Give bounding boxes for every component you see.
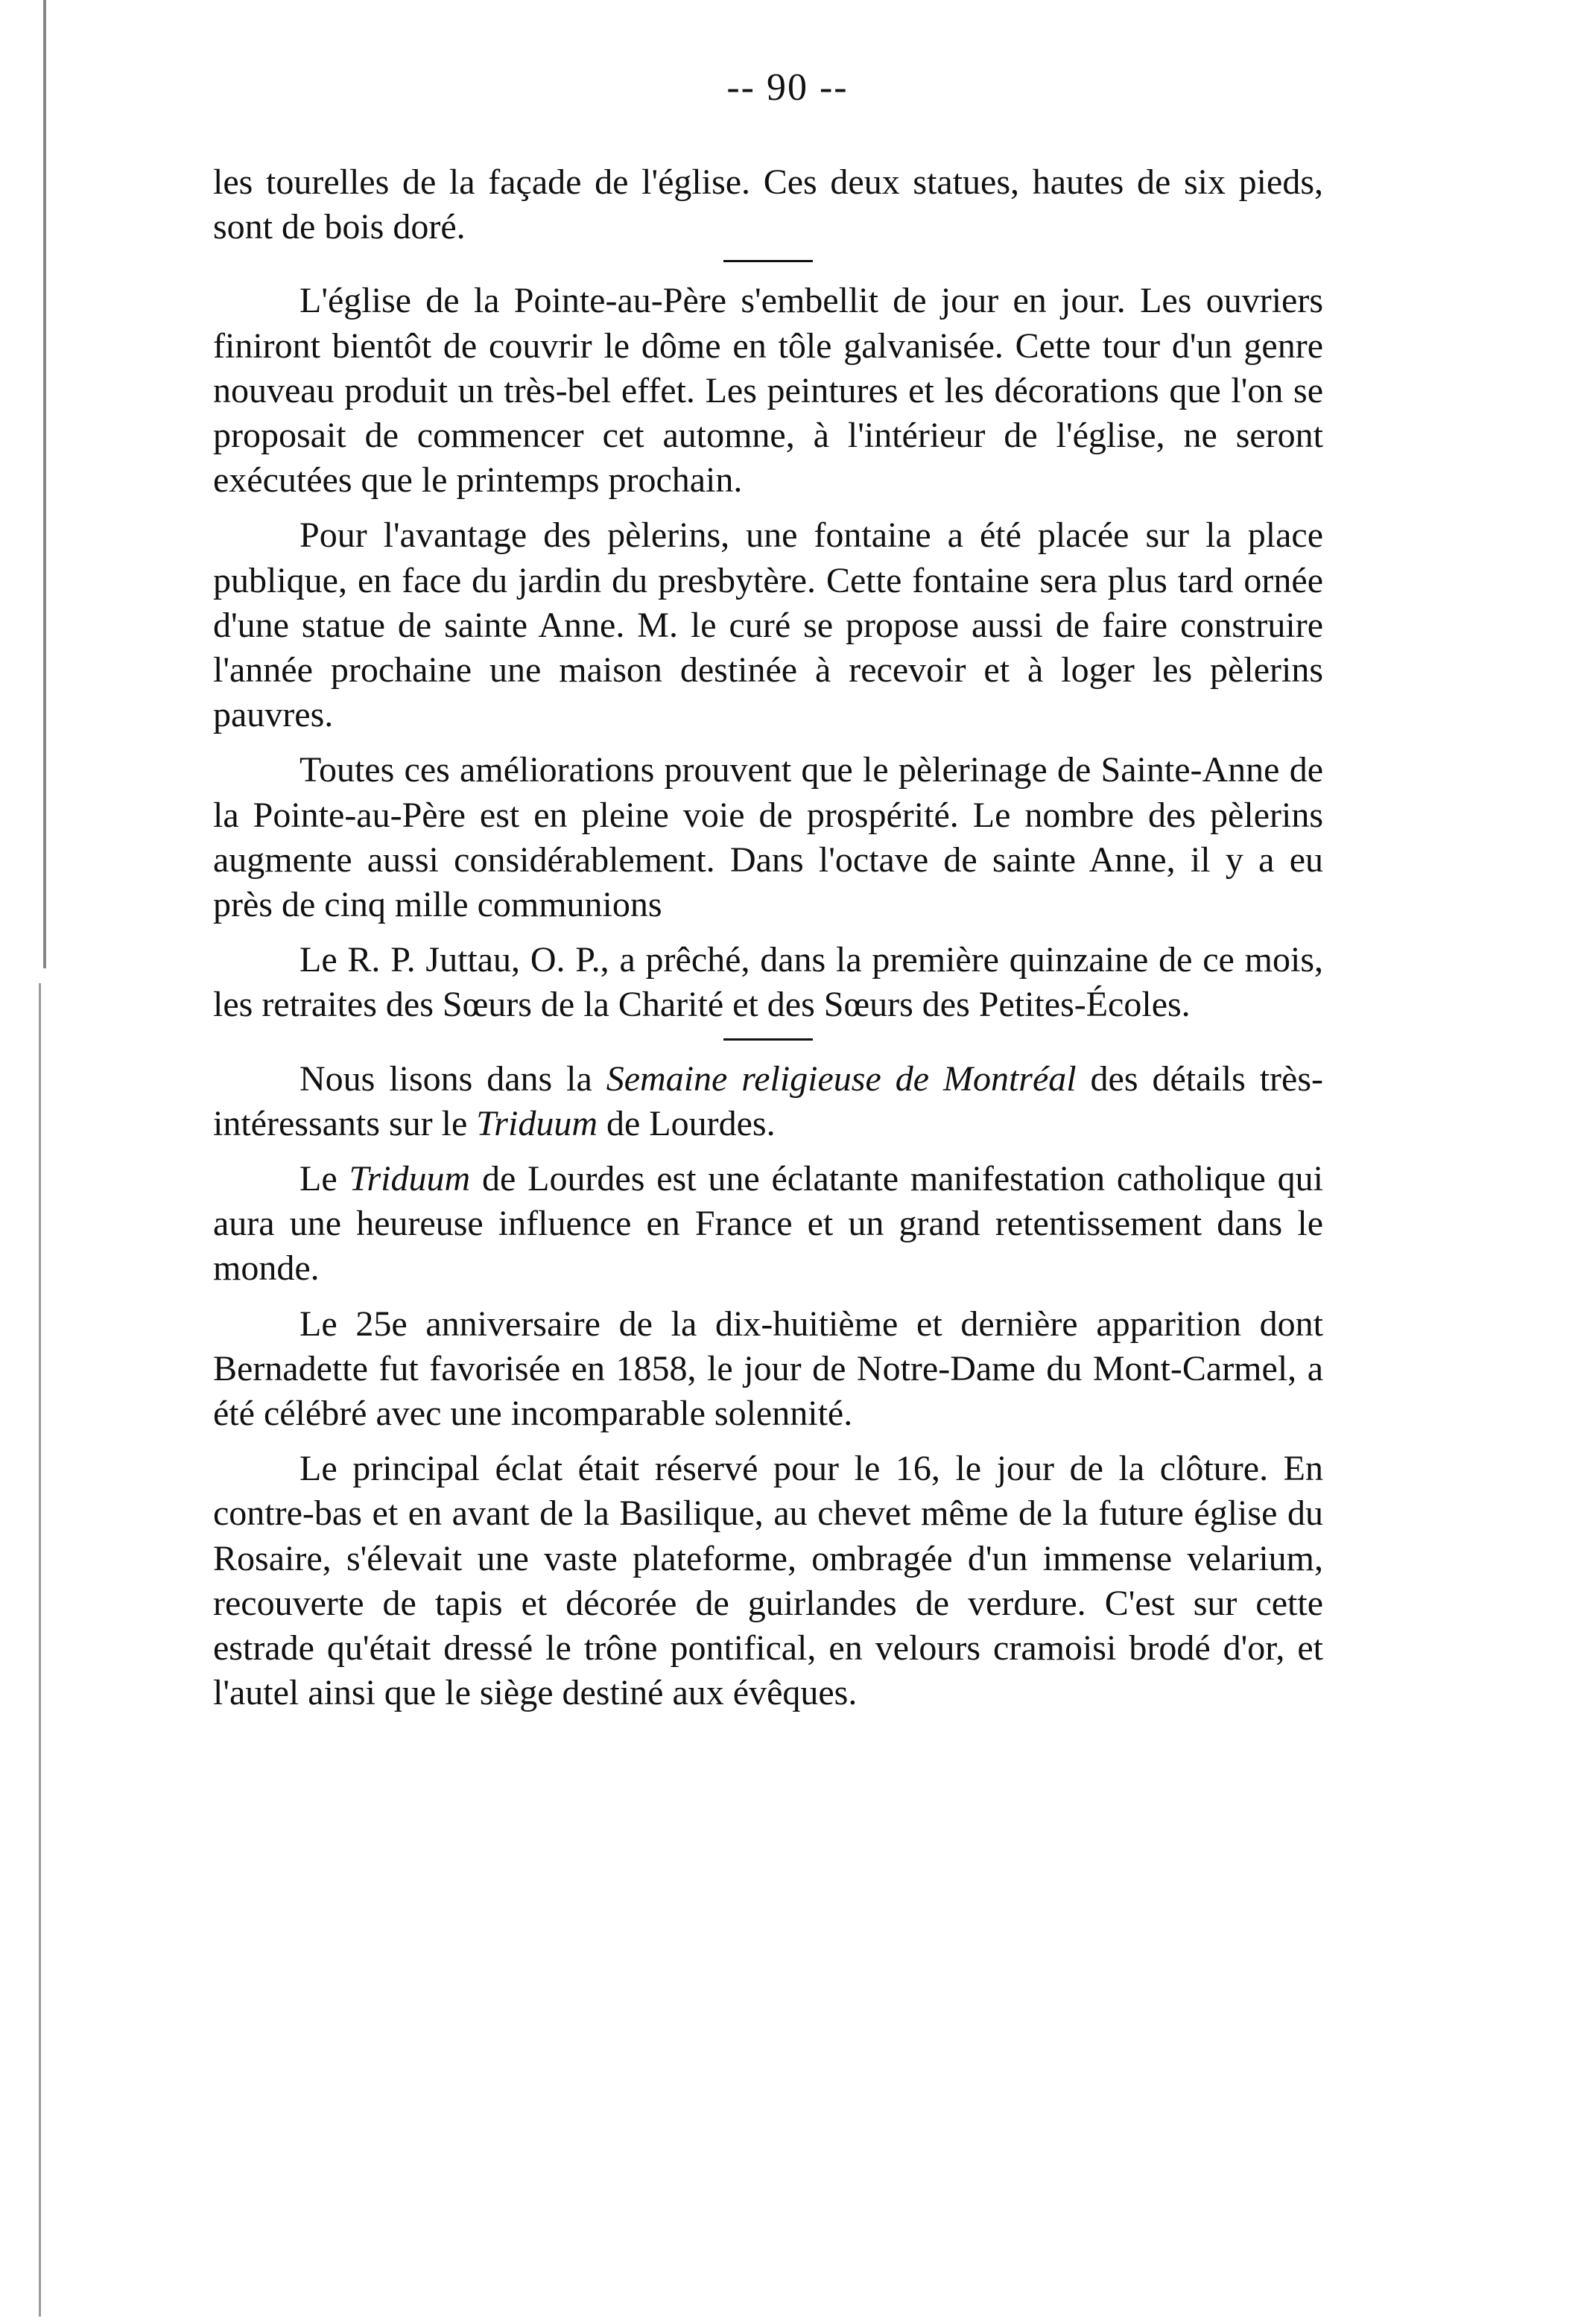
page-number: -- 90 -- [726,66,849,109]
paragraph-text: Nous lisons dans la [300,1058,606,1099]
paragraph-text: les tourelles de la façade de l'église. Ces deux statues, hautes de six pieds, sont de bois doré. [213,162,1323,247]
italic-title-text: Semaine religieuse de Montréal [606,1058,1077,1099]
paragraph-text: Pour l'avantage des pèlerins, une fontaine a été placée sur la place publique, en face du jardin du presbytère. Cette fontaine sera plus tard ornée d'une statue de sainte Anne. M. le curé se propose aussi de faire construire l'année prochaine une maison destinée à recevoir et à loger les pèlerins pauvres. [213,515,1323,735]
paragraph [213,938,1323,1027]
scan-margin-line [43,0,46,968]
paragraph [213,513,1323,737]
paragraph-text: Le R. P. Juttau, O. P., a prêché, dans la première quinzaine de ce mois, les retraites des Sœurs de la Charité et des Sœurs des Petites-Écoles. [213,940,1323,1025]
paragraph-text: L'église de la Pointe-au-Père s'embellit de jour en jour. Les ouvriers finiront bientôt de couvrir le dôme en tôle galvanisée. Cette tour d'un genre nouveau produit un très-bel effet. Les peintures et les décorations que l'on se proposait de commencer cet automne, à l'intérieur de l'église, ne seront exécutées que le printemps prochain. [213,281,1323,501]
paragraph [213,1447,1323,1715]
article-body [213,160,1323,1727]
paragraph-text: Le 25e anniversaire de la dix-huitième et dernière apparition dont Bernadette fut favorisée en 1858, le jour de Notre-Dame du Mont-Carmel, a été célébré avec une incomparable solennité. [213,1304,1323,1434]
paragraph-text: Le principal éclat était réservé pour le 16, le jour de la clôture. En contre-bas et en avant de la Basilique, au chevet même de la future église du Rosaire, s'élevait une vaste plateforme, ombragée d'un immense velarium, recouverte de tapis et décorée de guirlandes de verdure. C'est sur cette estrade qu'était dressé le trône pontifical, en velours cramoisi brodé d'or, et l'autel ainsi que le siège destiné aux évêques. [213,1449,1323,1713]
paragraph [213,748,1323,927]
paragraph [213,160,1323,250]
paragraph-text: Le [300,1159,349,1199]
paragraph [213,1302,1323,1437]
separator-rule [723,260,813,262]
separator-rule [723,1038,813,1041]
paragraph-text: de Lourdes est une éclatante manifestation catholique qui aura une heureuse influence en France et un grand retentissement dans le monde. [213,1159,1324,1289]
scan-margin-line [39,983,41,2317]
italic-title-text: Triduum [476,1103,598,1143]
paragraph [213,279,1323,503]
paragraph [213,1157,1323,1292]
paragraph [213,1057,1323,1146]
paragraph-text: Toutes ces améliorations prouvent que le pèlerinage de Sainte-Anne de la Pointe-au-Père est en pleine voie de prospérité. Le nombre des pèlerins augmente aussi considérablement. Dans l'octave de sainte Anne, il y a eu près de cinq mille communions [213,750,1323,925]
italic-title-text: Triduum [349,1159,471,1199]
paragraph-text: des détails très-intéressants sur le [213,1058,1324,1143]
paragraph-text: de Lourdes. [597,1103,776,1143]
